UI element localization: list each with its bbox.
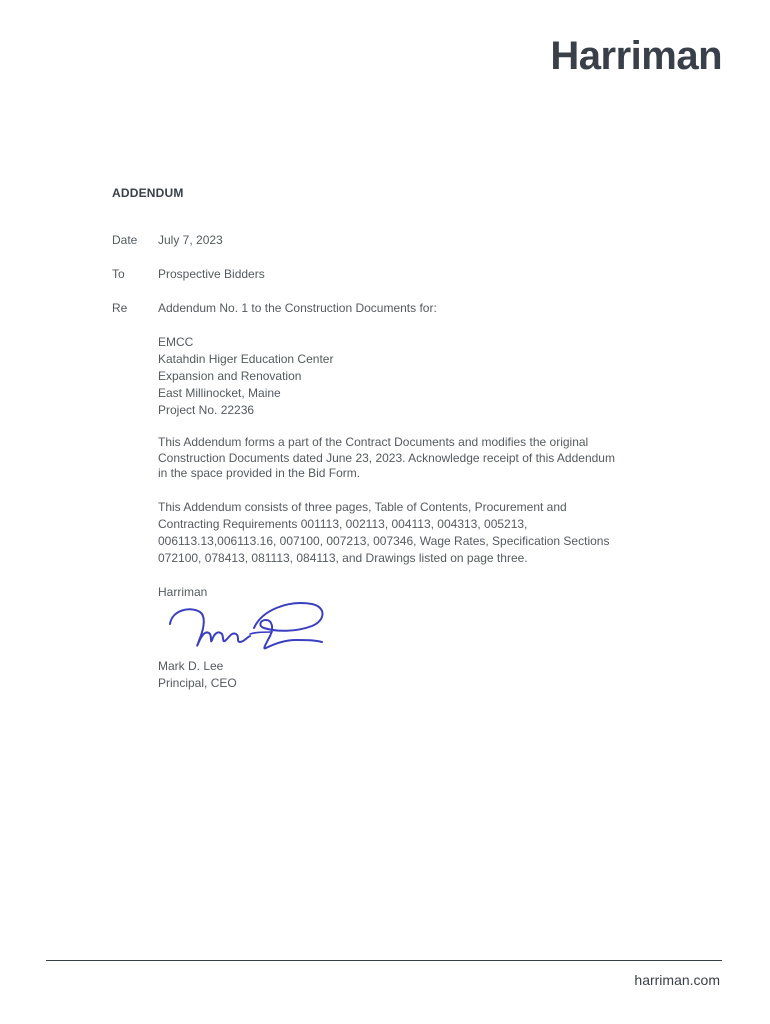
date-label: Date: [112, 233, 138, 247]
footer-url: harriman.com: [634, 972, 720, 988]
paragraph-line: 006113.13,006113.16, 007100, 007213, 007346, Wage Rates, Specification Sections: [158, 534, 610, 548]
paragraph-line: This Addendum forms a part of the Contract Documents and modifies the original: [158, 435, 589, 449]
project-line: Project No. 22236: [158, 403, 255, 417]
signer-block: [158, 658, 237, 692]
paragraph-line: This Addendum consists of three pages, Table of Contents, Procurement and: [158, 500, 567, 514]
re-label: Re: [112, 301, 128, 315]
signer-name: Mark D. Lee: [158, 659, 224, 673]
handwritten-signature: [166, 598, 330, 656]
date-value: July 7, 2023: [158, 233, 223, 247]
project-line: Expansion and Renovation: [158, 369, 302, 383]
to-label: To: [112, 267, 125, 281]
document-title: ADDENDUM: [112, 186, 184, 200]
project-info: [158, 334, 333, 419]
project-line: EMCC: [158, 335, 194, 349]
paragraph-line: 072100, 078413, 081113, 084113, and Drawings listed on page three.: [158, 551, 528, 565]
re-value: Addendum No. 1 to the Construction Documents for:: [158, 301, 437, 315]
to-value: Prospective Bidders: [158, 267, 265, 281]
signer-title: Principal, CEO: [158, 676, 237, 690]
harriman-logo: Harriman: [550, 34, 722, 78]
paragraph-line: in the space provided in the Bid Form.: [158, 466, 361, 480]
project-line: Katahdin Higer Education Center: [158, 352, 334, 366]
paragraph-line: Contracting Requirements 001113, 002113, 004113, 004313, 005213,: [158, 517, 528, 531]
signer-company: Harriman: [158, 585, 208, 599]
addendum-paragraph-2: [158, 499, 668, 567]
footer-divider: [46, 960, 722, 961]
paragraph-line: Construction Documents dated June 23, 2023. Acknowledge receipt of this Addendum: [158, 450, 615, 465]
project-line: East Millinocket, Maine: [158, 386, 281, 400]
addendum-paragraph-1: [158, 435, 668, 482]
